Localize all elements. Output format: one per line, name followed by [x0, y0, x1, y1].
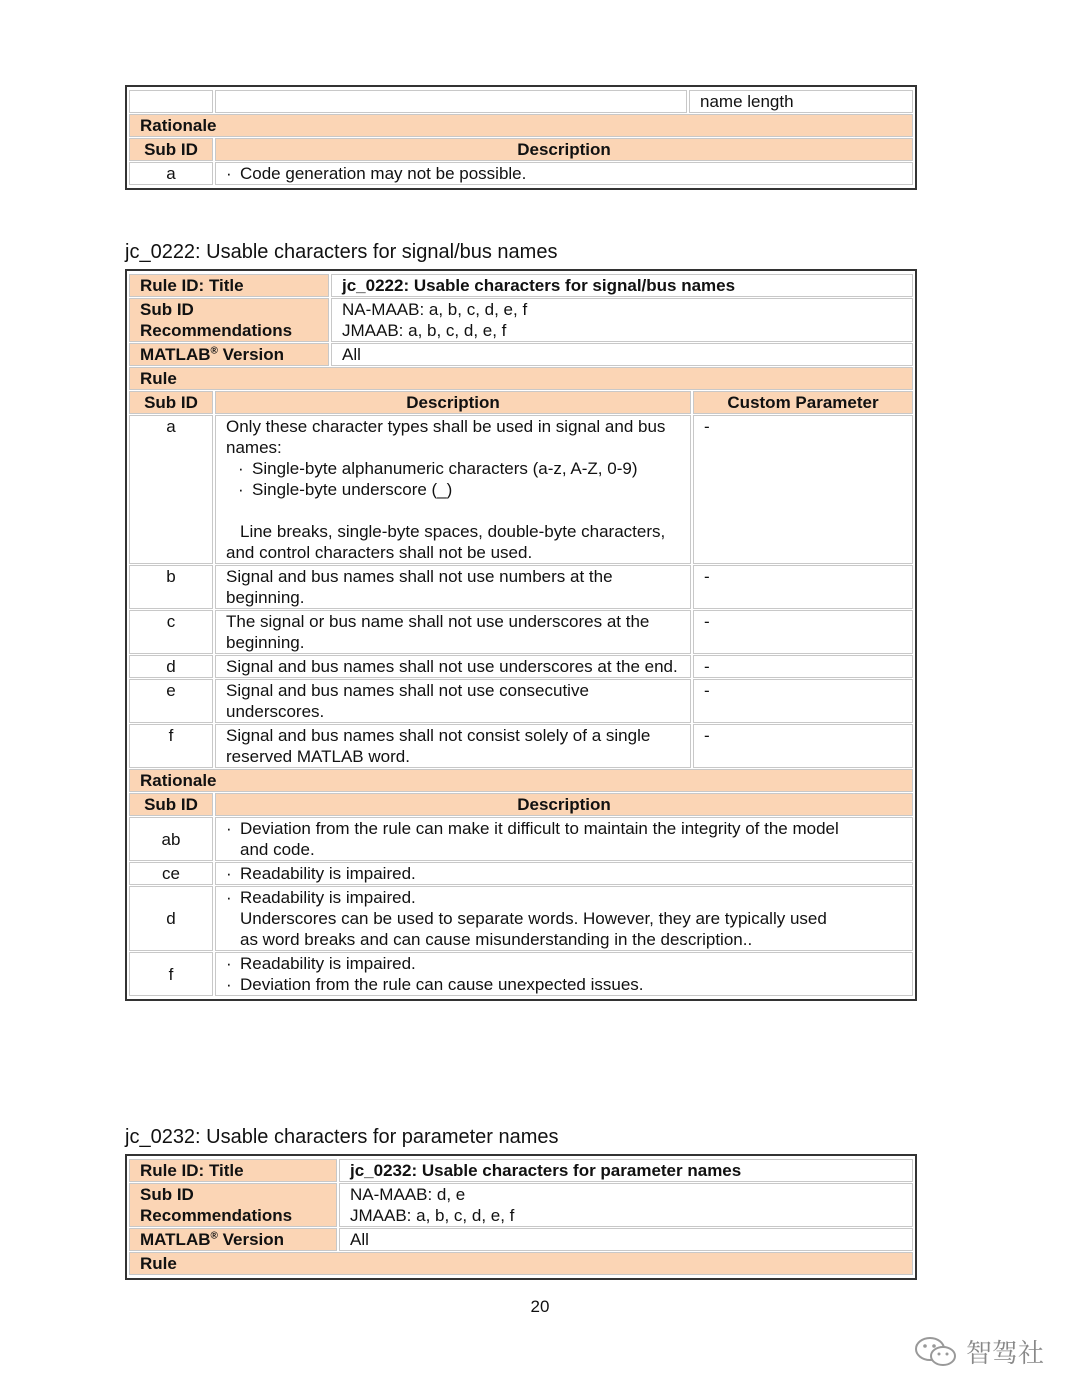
custom-parameter-cell: - [693, 565, 913, 609]
top-table [125, 85, 917, 190]
jmaab-text: JMAAB: a, b, c, d, e, f [350, 1206, 515, 1225]
sub-id-recommendations-label [129, 1183, 337, 1227]
bullet-icon: · [226, 888, 232, 907]
sub-id-cell: a [129, 162, 213, 185]
custom-parameter-cell: - [693, 655, 913, 678]
table-row [128, 655, 914, 678]
bullet-icon: · [238, 480, 244, 499]
rule-note: Line breaks, single-byte spaces, double-byte characters, and control characters shall not be used. [226, 522, 666, 562]
description-header: Description [215, 793, 913, 816]
label-line: Sub ID [140, 1185, 194, 1204]
rationale-text: Underscores can be used to separate words. However, they are typically used [240, 909, 827, 928]
sub-id-recommendations-label [129, 298, 329, 342]
sub-id-header: Sub ID [129, 391, 213, 414]
description-cell [215, 415, 691, 564]
bullet-icon: · [238, 459, 244, 478]
sub-id-cell: f [129, 952, 213, 996]
sub-id-cell: f [129, 724, 213, 768]
custom-parameter-cell: - [693, 610, 913, 654]
description-cell: Signal and bus names shall not use numbers at the beginning. [215, 565, 691, 609]
description-cell: The signal or bus name shall not use underscores at the beginning. [215, 610, 691, 654]
jc0222-table [125, 269, 917, 1001]
rule-id-title-value: jc_0222: Usable characters for signal/bus names [331, 274, 913, 297]
rationale-text: Readability is impaired. [240, 888, 416, 907]
sub-id-header: Sub ID [129, 138, 213, 161]
recommendations-value [339, 1183, 913, 1227]
sub-id-cell: e [129, 679, 213, 723]
version-text: Version [217, 1230, 285, 1249]
table-row [128, 817, 914, 861]
watermark-text: 智驾社 [965, 1339, 1044, 1369]
matlab-text: MATLAB [140, 1230, 211, 1249]
matlab-version-value: All [331, 343, 913, 366]
na-maab-text: NA-MAAB: a, b, c, d, e, f [342, 300, 528, 319]
label-line: Recommendations [140, 321, 293, 340]
label-line: Recommendations [140, 1206, 293, 1225]
description-cell [215, 817, 913, 861]
rationale-text: Readability is impaired. [240, 864, 416, 883]
table-row [128, 565, 914, 609]
table-row [128, 610, 914, 654]
matlab-version-label [129, 343, 329, 366]
sub-id-header: Sub ID [129, 793, 213, 816]
table-row [128, 415, 914, 564]
table-row [128, 724, 914, 768]
wechat-icon [914, 1335, 958, 1369]
sub-id-cell: b [129, 565, 213, 609]
custom-parameter-cell: - [693, 679, 913, 723]
page-number: 20 [530, 1297, 550, 1316]
description-cell [215, 952, 913, 996]
name-length-cell: name length [689, 90, 913, 113]
description-cell: Signal and bus names shall not use consecutive underscores. [215, 679, 691, 723]
rationale-text: Readability is impaired. [240, 954, 416, 973]
rationale-text: and code. [240, 840, 315, 859]
description-cell: Signal and bus names shall not consist solely of a single reserved MATLAB word. [215, 724, 691, 768]
custom-parameter-header: Custom Parameter [693, 391, 913, 414]
bullet-icon: · [226, 164, 232, 183]
description-header: Description [215, 138, 913, 161]
matlab-version-label [129, 1228, 337, 1251]
custom-parameter-cell: - [693, 724, 913, 768]
description-text: Code generation may not be possible. [240, 164, 527, 183]
rationale-text: as word breaks and can cause misunderstanding in the description.. [240, 930, 753, 949]
section-heading-jc0222: jc_0222: Usable characters for signal/bus names [125, 241, 558, 263]
table-row [128, 886, 914, 951]
rule-header: Rule [129, 367, 913, 390]
matlab-version-value: All [339, 1228, 913, 1251]
registered-mark: ® [210, 1230, 218, 1242]
description-cell [215, 862, 913, 885]
rationale-header: Rationale [129, 769, 913, 792]
rule-intro: Only these character types shall be used in signal and bus names: [226, 417, 666, 457]
sub-id-cell: a [129, 415, 213, 564]
rule-id-title-label: Rule ID: Title [129, 274, 329, 297]
bullet-text: Single-byte underscore (_) [252, 480, 453, 499]
custom-parameter-cell: - [693, 415, 913, 564]
label-line: Sub ID [140, 300, 194, 319]
table-row [128, 862, 914, 885]
watermark [914, 1333, 1044, 1370]
description-cell [215, 162, 913, 185]
sub-id-cell: d [129, 655, 213, 678]
bullet-icon: · [226, 864, 232, 883]
table-row [128, 679, 914, 723]
sub-id-cell: d [129, 886, 213, 951]
registered-mark: ® [210, 345, 218, 357]
description-header: Description [215, 391, 691, 414]
sub-id-cell: ce [129, 862, 213, 885]
description-cell [215, 886, 913, 951]
version-text: Version [217, 345, 285, 364]
na-maab-text: NA-MAAB: d, e [350, 1185, 466, 1204]
rule-id-title-label: Rule ID: Title [129, 1159, 337, 1182]
empty-cell [129, 90, 213, 113]
jc0232-table [125, 1154, 917, 1280]
bullet-icon: · [226, 819, 232, 838]
table-row [128, 952, 914, 996]
rationale-header: Rationale [129, 114, 913, 137]
empty-cell [215, 90, 687, 113]
rule-header: Rule [129, 1252, 913, 1275]
jmaab-text: JMAAB: a, b, c, d, e, f [342, 321, 507, 340]
rationale-text: Deviation from the rule can cause unexpected issues. [240, 975, 644, 994]
bullet-icon: · [226, 975, 232, 994]
rule-id-title-value: jc_0232: Usable characters for parameter names [339, 1159, 913, 1182]
recommendations-value [331, 298, 913, 342]
table-row [128, 162, 914, 185]
matlab-text: MATLAB [140, 345, 211, 364]
sub-id-cell: ab [129, 817, 213, 861]
description-cell: Signal and bus names shall not use underscores at the end. [215, 655, 691, 678]
section-heading-jc0232: jc_0232: Usable characters for parameter names [125, 1126, 559, 1148]
bullet-icon: · [226, 954, 232, 973]
rationale-text: Deviation from the rule can make it difficult to maintain the integrity of the model [240, 819, 839, 838]
bullet-text: Single-byte alphanumeric characters (a-z, A-Z, 0-9) [252, 459, 638, 478]
sub-id-cell: c [129, 610, 213, 654]
top-table-name-row [128, 90, 914, 113]
